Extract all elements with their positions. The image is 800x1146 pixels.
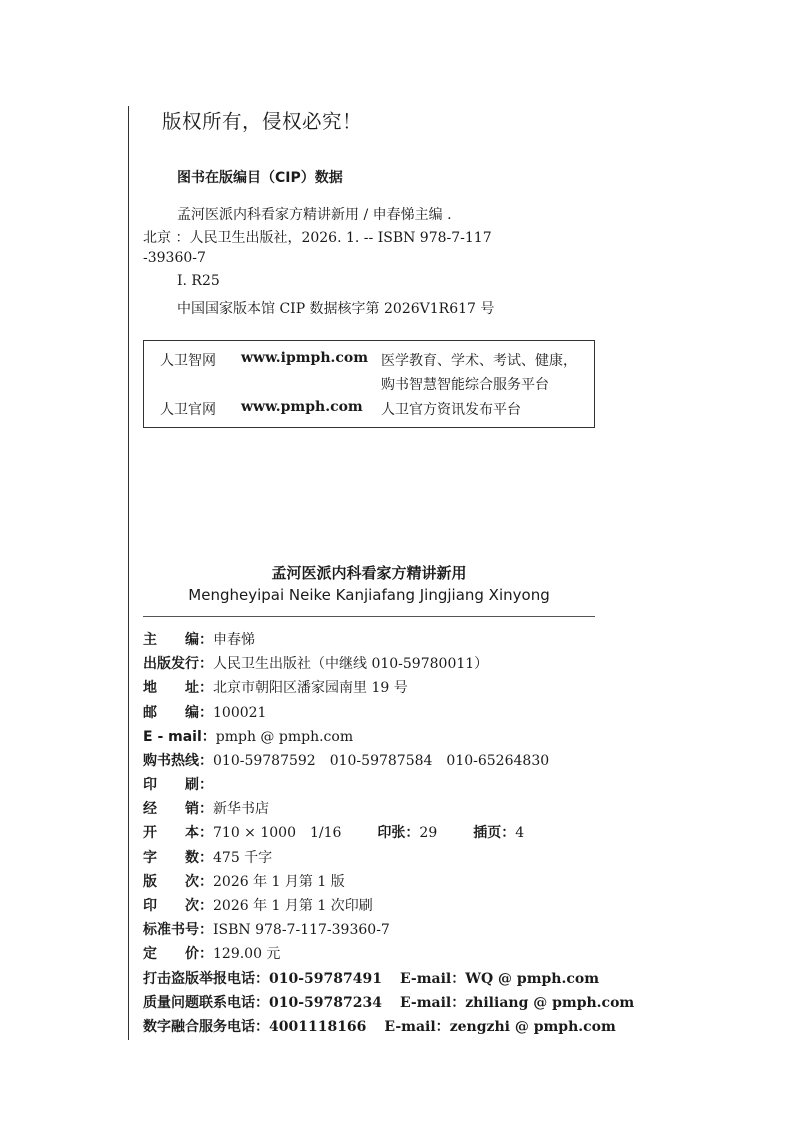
contact-row-quality <box>143 992 634 1012</box>
info-printing <box>143 895 373 915</box>
contact-label: 数字融合服务电话： <box>143 1019 269 1035</box>
info-value: 475 千字 <box>213 850 273 866</box>
info-value: 100021 <box>213 705 267 721</box>
contact-row-digital <box>143 1016 616 1036</box>
site-row-ipmph <box>160 350 216 370</box>
cip-line-2: 北京 ：人民卫生出版社，2026. 1. -- ISBN 978-7-117 <box>143 230 492 246</box>
contact-email[interactable]: zengzhi @ pmph.com <box>449 1019 616 1035</box>
info-distributor <box>143 798 269 818</box>
info-label: 标准书号： <box>143 922 213 938</box>
info-label: 版 次： <box>143 874 213 890</box>
site-row-pmph <box>160 399 216 419</box>
site-url[interactable]: www.ipmph.com <box>241 350 369 366</box>
info-label: 地 址： <box>143 680 213 696</box>
contact-email-label: E-mail： <box>399 995 466 1011</box>
info-sublabel: 插页： <box>473 825 516 841</box>
publisher-sites-box <box>143 340 595 428</box>
site-name: 人卫官网 <box>160 402 216 418</box>
site-name: 人卫智网 <box>160 353 216 369</box>
contact-phone: 4001118166 <box>269 1019 367 1035</box>
info-hotline <box>143 750 549 770</box>
contact-phone: 010-59787234 <box>269 995 382 1011</box>
site-desc: 医学教育、学术、考试、健康， <box>381 353 577 369</box>
site-desc-cont: 购书智慧智能综合服务平台 <box>381 377 549 393</box>
book-title-pinyin: Mengheyipai Neike Kanjiafang Jingjiang Xinyong <box>188 586 550 604</box>
info-address <box>143 677 408 697</box>
contact-email[interactable]: zhiliang @ pmph.com <box>465 995 635 1011</box>
copyright-notice: 版权所有，侵权必究！ <box>162 110 363 133</box>
site-desc: 人卫官方资讯发布平台 <box>381 402 521 418</box>
info-price <box>143 943 280 963</box>
info-label: 定 价： <box>143 946 213 962</box>
info-label: 开 本： <box>143 825 213 841</box>
info-zip <box>143 702 266 722</box>
info-value[interactable]: pmph @ pmph.com <box>215 729 354 745</box>
info-words <box>143 847 272 867</box>
contact-phone: 010-59787491 <box>269 971 382 987</box>
info-email <box>143 726 353 746</box>
cip-line-5: 中国国家版本馆 CIP 数据核字第 2026V1R617 号 <box>177 301 495 317</box>
info-label: 主 编： <box>143 632 213 648</box>
info-value: 4 <box>515 825 525 841</box>
contact-email-label: E-mail： <box>384 1019 450 1035</box>
info-edition <box>143 871 345 891</box>
info-value: 010-59787592 010-59787584 010-65264830 <box>213 753 550 769</box>
info-label: 印 刷： <box>143 777 213 793</box>
title-divider <box>143 616 595 617</box>
site-url[interactable]: www.pmph.com <box>241 399 363 415</box>
info-value: 北京市朝阳区潘家园南里 19 号 <box>213 680 408 696</box>
info-sublabel: 印张： <box>377 825 420 841</box>
book-title: 孟河医派内科看家方精讲新用 <box>271 564 467 582</box>
cip-line-1: 孟河医派内科看家方精讲新用 / 申春悌主编 . <box>177 207 452 223</box>
info-format <box>143 822 524 842</box>
info-label: E - mail： <box>143 729 216 745</box>
info-label: 购书热线： <box>143 753 213 769</box>
info-isbn <box>143 919 390 939</box>
info-value: ISBN 978-7-117-39360-7 <box>213 922 390 938</box>
info-printer <box>143 774 213 794</box>
info-editor <box>143 629 255 649</box>
contact-row-piracy <box>143 968 599 988</box>
info-label: 印 次： <box>143 898 213 914</box>
info-label: 字 数： <box>143 850 213 866</box>
cip-line-3: -39360-7 <box>143 250 206 266</box>
contact-email-label: E-mail： <box>399 971 466 987</box>
contact-email[interactable]: WQ @ pmph.com <box>465 971 600 987</box>
info-value: 人民卫生出版社（中继线 010-59780011） <box>213 656 489 672</box>
contact-label: 打击盗版举报电话： <box>143 971 269 987</box>
info-value: 2026 年 1 月第 1 次印刷 <box>213 898 373 914</box>
info-value: 2026 年 1 月第 1 版 <box>213 874 345 890</box>
info-value: 申春悌 <box>213 632 255 648</box>
info-label: 邮 编： <box>143 705 213 721</box>
cip-title: 图书在版编目（CIP）数据 <box>177 170 343 186</box>
info-value: 129.00 元 <box>213 946 281 962</box>
info-label: 出版发行： <box>143 656 213 672</box>
cip-line-4: Ⅰ. R25 <box>177 273 220 289</box>
info-publisher <box>143 653 488 673</box>
info-label: 经 销： <box>143 801 213 817</box>
info-value: 新华书店 <box>213 801 269 817</box>
contact-label: 质量问题联系电话： <box>143 995 269 1011</box>
info-value: 29 <box>419 825 438 841</box>
info-value: 710 × 1000 1/16 <box>213 825 342 841</box>
